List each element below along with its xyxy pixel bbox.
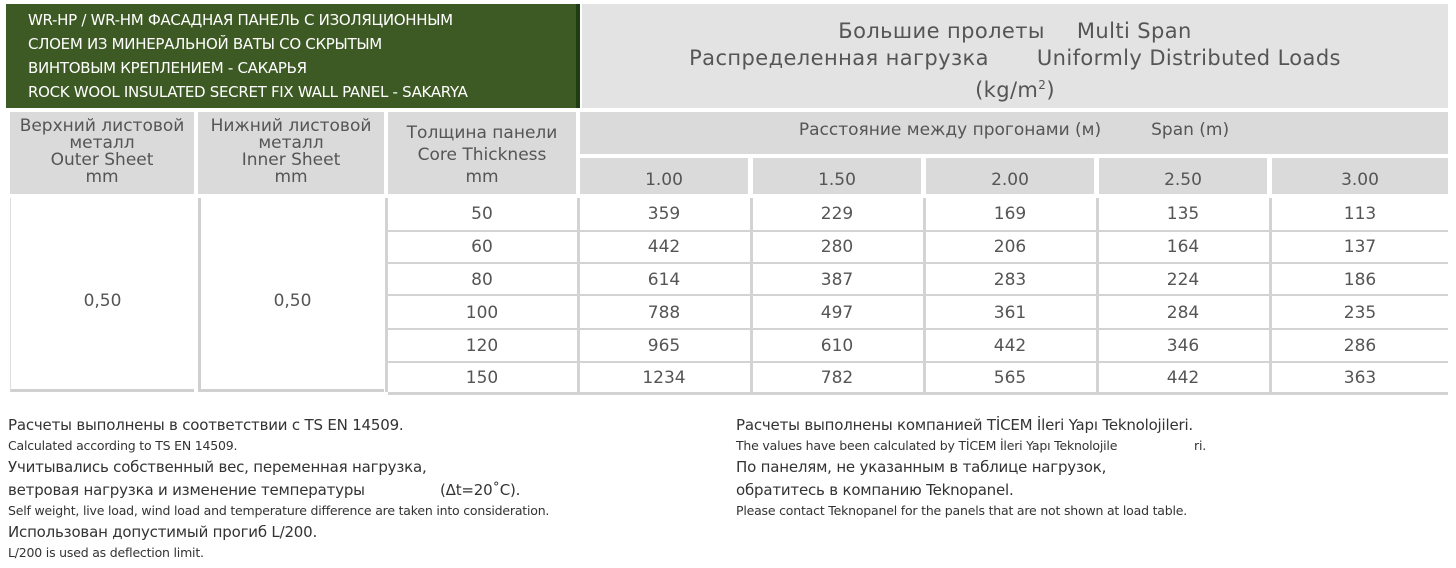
- load-cell: 283: [993, 270, 1027, 290]
- load-unit: $(kg/m^2)$: [975, 78, 1055, 102]
- note-deflection-ru: Использован допустимый прогиб L/200.: [8, 523, 318, 541]
- load-cell: 361: [993, 303, 1027, 323]
- span-value-5: 3.00: [1272, 158, 1448, 194]
- core-thickness-cell: 80: [471, 270, 493, 290]
- note-calculated-by-ru: Расчеты выполнены компанией TİCEM İleri Yapı Teknolojileri.: [736, 416, 1193, 434]
- table-row: [388, 297, 1448, 330]
- table-row: [388, 330, 1448, 363]
- loads-header-box: [582, 4, 1448, 108]
- span-header-ru: Расстояние между прогонами (м): [798, 120, 1102, 140]
- note-loads-en: Self weight, live load, wind load and temperature difference are taken into consideration.: [8, 503, 550, 518]
- multi-span-ru: Большие пролеты: [838, 19, 1045, 43]
- load-cell: 363: [1343, 368, 1377, 388]
- panel-title-box: [6, 4, 580, 108]
- load-cell: 442: [993, 336, 1027, 356]
- inner-sheet-value: 0,50: [198, 198, 384, 392]
- load-cell: 442: [647, 237, 681, 257]
- inner-header-line-2: металл: [258, 133, 324, 153]
- load-cell: 137: [1343, 237, 1377, 257]
- span-value-4: 2.50: [1099, 158, 1267, 194]
- load-cell: 442: [1166, 368, 1200, 388]
- load-cell: 169: [993, 204, 1027, 224]
- outer-header-line-4: mm: [85, 167, 119, 187]
- load-cell: 788: [647, 303, 681, 323]
- span-value-1: 1.00: [580, 158, 748, 194]
- core-thickness-cell: 60: [471, 237, 493, 257]
- title-line-3: ВИНТОВЫМ КРЕПЛЕНИЕМ - САКАРЬЯ: [28, 59, 307, 77]
- core-thickness-cell: 50: [471, 204, 493, 224]
- title-line-4: ROCK WOOL INSULATED SECRET FIX WALL PANEL - SAKARYA: [28, 83, 468, 101]
- table-row: [388, 231, 1448, 264]
- load-cell: 782: [820, 368, 854, 388]
- load-cell: 229: [820, 204, 854, 224]
- load-cell: 224: [1166, 270, 1200, 290]
- inner-sheet-header: [198, 112, 384, 194]
- load-cell: 206: [993, 237, 1027, 257]
- note-standard-ru: Расчеты выполнены в соответствии с TS EN 14509.: [8, 416, 404, 434]
- distributed-load-ru: Распределенная нагрузка: [689, 46, 989, 70]
- inner-header-line-3: Inner Sheet: [241, 150, 341, 170]
- load-cell: 280: [820, 237, 854, 257]
- table-row: [388, 198, 1448, 231]
- load-cell: 346: [1166, 336, 1200, 356]
- load-cell: 565: [993, 368, 1027, 388]
- note-contact-ru-1: По панелям, не указанным в таблице нагрузок,: [736, 458, 1107, 476]
- core-thickness-cell: 120: [465, 336, 499, 356]
- load-cell: 1234: [642, 368, 686, 388]
- span-header: [580, 112, 1448, 154]
- load-cell: 135: [1166, 204, 1200, 224]
- distributed-load-en: Uniformly Distributed Loads: [1036, 46, 1341, 70]
- core-thickness-cell: 150: [465, 368, 499, 388]
- core-thickness-header: [388, 112, 576, 194]
- span-value-2: 1.50: [753, 158, 921, 194]
- load-cell: 614: [647, 270, 681, 290]
- load-cell: 113: [1343, 204, 1377, 224]
- outer-sheet-value: 0,50: [10, 198, 194, 392]
- span-value-3: 2.00: [926, 158, 1094, 194]
- note-standard-en: Calculated according to TS EN 14509.: [8, 438, 238, 453]
- title-line-1: WR-HP / WR-HM ФАСАДНАЯ ПАНЕЛЬ С ИЗОЛЯЦИОННЫМ: [28, 11, 453, 29]
- table-row: [388, 264, 1448, 297]
- note-delta-t: (Δt=20˚C).: [440, 481, 521, 499]
- load-cell: 610: [820, 336, 854, 356]
- note-loads-ru-1: Учитывались собственный вес, переменная нагрузка,: [8, 458, 427, 476]
- core-header-line-3: mm: [465, 167, 499, 187]
- load-cell: 284: [1166, 303, 1200, 323]
- load-cell: 164: [1166, 237, 1200, 257]
- multi-span-en: Multi Span: [1076, 19, 1192, 43]
- outer-header-line-3: Outer Sheet: [50, 150, 154, 170]
- note-deflection-en: L/200 is used as deflection limit.: [8, 545, 204, 560]
- load-cell: 186: [1343, 270, 1377, 290]
- core-header-line-2: Core Thickness: [417, 145, 547, 165]
- load-cell: 965: [647, 336, 681, 356]
- core-thickness-cell: 100: [465, 303, 499, 323]
- title-line-2: СЛОЕМ ИЗ МИНЕРАЛЬНОЙ ВАТЫ СО СКРЫТЫМ: [28, 35, 382, 53]
- outer-sheet-header: [10, 112, 194, 194]
- outer-header-line-1: Верхний листовой: [19, 116, 185, 136]
- note-calculated-by-en-tail: ri.: [1194, 438, 1206, 453]
- span-header-en: Span (m): [1151, 120, 1230, 140]
- load-cell: 387: [820, 270, 854, 290]
- note-calculated-by-en: The values have been calculated by TİCEM İleri Yapı Teknolojile: [736, 438, 1118, 453]
- note-contact-ru-2: обратитесь в компанию Teknopanel.: [736, 481, 1014, 499]
- load-cell: 286: [1343, 336, 1377, 356]
- load-cell: 359: [647, 204, 681, 224]
- load-cell: 235: [1343, 303, 1377, 323]
- outer-header-line-2: металл: [69, 133, 135, 153]
- load-cell: 497: [820, 303, 854, 323]
- inner-header-line-4: mm: [274, 167, 308, 187]
- note-contact-en: Please contact Teknopanel for the panels that are not shown at load table.: [736, 503, 1188, 518]
- note-loads-ru-2: ветровая нагрузка и изменение температуры: [8, 481, 365, 499]
- inner-header-line-1: Нижний листовой: [210, 116, 372, 136]
- table-row: [388, 362, 1448, 395]
- core-header-line-1: Толщина панели: [406, 123, 558, 143]
